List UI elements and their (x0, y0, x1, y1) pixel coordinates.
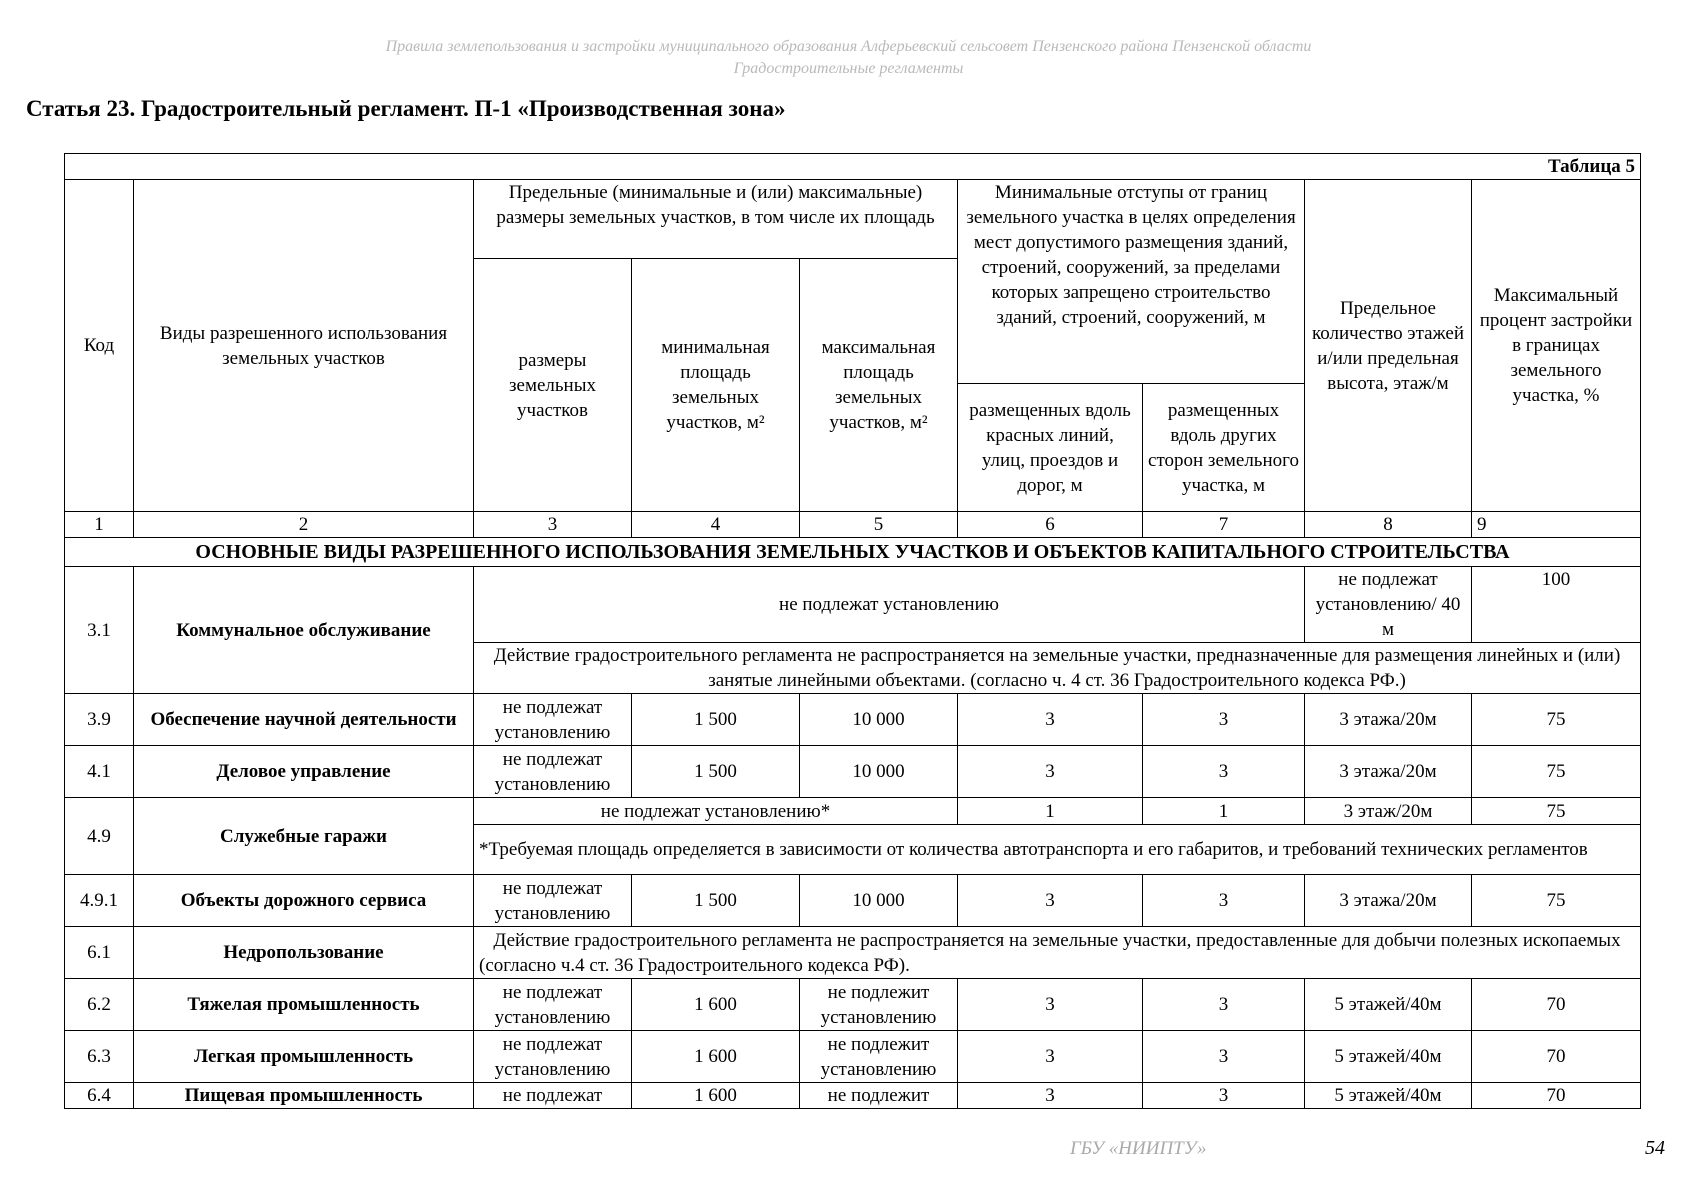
row-percent: 75 (1472, 798, 1641, 825)
row-min-area: 1 600 (632, 1031, 800, 1083)
row-setback-other: 1 (1143, 798, 1305, 825)
table-row (65, 798, 1641, 825)
row-min-area: 1 500 (632, 694, 800, 746)
header-setback-group: Минимальные отступы от границ земельного участка в целях определения мест допустимого размещения зданий, строений, сооружений, за пределами которых запрещено строительство зданий, строений, сооружений, м (958, 180, 1305, 384)
row-code: 4.1 (65, 746, 134, 798)
row-percent: 75 (1472, 694, 1641, 746)
row-name: Легкая промышленность (134, 1031, 474, 1083)
row-name: Объекты дорожного сервиса (134, 875, 474, 927)
row-name: Деловое управление (134, 746, 474, 798)
row-code: 6.2 (65, 979, 134, 1031)
row-merged-value: не подлежат установлению* (474, 798, 958, 825)
row-size: не подлежат установлению (474, 1031, 632, 1083)
row-code: 6.4 (65, 1083, 134, 1109)
row-note: Действие градостроительного регламента не распространяется на земельные участки, предназначенные для размещения линейных и (или) занятые линейными объектами. (согласно ч. 4 ст. 36 Градостроительного кодекса РФ.) (474, 643, 1641, 694)
table-row (65, 979, 1641, 1031)
header-setback-other: размещенных вдоль других сторон земельного участка, м (1143, 384, 1305, 512)
row-percent: 70 (1472, 979, 1641, 1031)
table-row (65, 875, 1641, 927)
col-number: 8 (1305, 512, 1472, 538)
row-floors: 5 этажей/40м (1305, 979, 1472, 1031)
row-max-area: не подлежит установлению (800, 979, 958, 1031)
row-size: не подлежат установлению (474, 875, 632, 927)
col-number: 3 (474, 512, 632, 538)
row-name: Тяжелая промышленность (134, 979, 474, 1031)
row-name: Обеспечение научной деятельности (134, 694, 474, 746)
row-setback-red: 3 (958, 746, 1143, 798)
row-percent: 70 (1472, 1083, 1641, 1109)
header-code: Код (65, 180, 134, 512)
col-number: 4 (632, 512, 800, 538)
col-number: 5 (800, 512, 958, 538)
row-setback-other: 3 (1143, 979, 1305, 1031)
row-code: 6.1 (65, 927, 134, 979)
col-number: 7 (1143, 512, 1305, 538)
table-row (65, 1031, 1641, 1083)
running-header-subtitle: Градостроительные регламенты (733, 60, 964, 77)
row-floors: 3 этажа/20м (1305, 875, 1472, 927)
row-setback-red: 3 (958, 694, 1143, 746)
header-size-group: Предельные (минимальные и (или) максимальные) размеры земельных участков, в том числе их площадь (474, 180, 958, 259)
table-row (65, 746, 1641, 798)
page-number: 54 (1645, 1137, 1665, 1159)
header-floors: Предельное количество этажей и/или предельная высота, этаж/м (1305, 180, 1472, 512)
section-title: ОСНОВНЫЕ ВИДЫ РАЗРЕШЕННОГО ИСПОЛЬЗОВАНИЯ ЗЕМЕЛЬНЫХ УЧАСТКОВ И ОБЪЕКТОВ КАПИТАЛЬНОГО СТРОИТЕЛЬСТВА (65, 538, 1641, 567)
row-note: *Требуемая площадь определяется в зависимости от количества автотранспорта и его габаритов, и требований технических регламентов (474, 825, 1641, 875)
row-setback-red: 3 (958, 1031, 1143, 1083)
row-name: Служебные гаражи (134, 798, 474, 875)
row-floors: 3 этажа/20м (1305, 746, 1472, 798)
article-title: Статья 23. Градостроительный регламент. П-1 «Производственная зона» (26, 96, 786, 121)
row-max-area: не подлежит (800, 1083, 958, 1109)
row-min-area: 1 600 (632, 1083, 800, 1109)
row-code: 4.9 (65, 798, 134, 875)
table-row (65, 694, 1641, 746)
row-percent: 75 (1472, 875, 1641, 927)
row-setback-other: 3 (1143, 1031, 1305, 1083)
row-code: 6.3 (65, 1031, 134, 1083)
table-row (65, 927, 1641, 979)
row-code: 3.9 (65, 694, 134, 746)
row-max-area: не подлежит установлению (800, 1031, 958, 1083)
col-number: 6 (958, 512, 1143, 538)
table-caption: Таблица 5 (65, 154, 1641, 180)
table-row (65, 567, 1641, 643)
row-size: не подлежат установлению (474, 979, 632, 1031)
row-setback-red: 3 (958, 875, 1143, 927)
row-setback-other: 3 (1143, 875, 1305, 927)
col-number: 9 (1472, 512, 1641, 538)
row-merged-value: не подлежат установлению (474, 567, 1305, 643)
row-code: 3.1 (65, 567, 134, 694)
row-note: Действие градостроительного регламента не распространяется на земельные участки, предоставленные для добычи полезных ископаемых (согласно ч.4 ст. 36 Градостроительного кодекса РФ). (474, 927, 1641, 979)
col-number: 2 (134, 512, 474, 538)
row-setback-red: 1 (958, 798, 1143, 825)
row-code: 4.9.1 (65, 875, 134, 927)
row-max-area: 10 000 (800, 875, 958, 927)
col-number: 1 (65, 512, 134, 538)
row-name: Коммунальное обслуживание (134, 567, 474, 694)
header-max-area: максимальная площадь земельных участков, м² (800, 259, 958, 512)
row-floors: 3 этажа/20м (1305, 694, 1472, 746)
row-floors: не подлежат установлению/ 40 м (1305, 567, 1472, 643)
header-setback-red: размещенных вдоль красных линий, улиц, проездов и дорог, м (958, 384, 1143, 512)
header-min-area: минимальная площадь земельных участков, м² (632, 259, 800, 512)
row-name: Недропользование (134, 927, 474, 979)
row-floors: 5 этажей/40м (1305, 1083, 1472, 1109)
row-min-area: 1 500 (632, 746, 800, 798)
row-percent: 75 (1472, 746, 1641, 798)
row-size: не подлежат установлению (474, 694, 632, 746)
footer-organization: ГБУ «НИИПТУ» (1070, 1138, 1207, 1159)
row-setback-other: 3 (1143, 1083, 1305, 1109)
column-numbers-row (65, 512, 1641, 538)
row-percent: 100 (1472, 567, 1641, 643)
row-min-area: 1 500 (632, 875, 800, 927)
row-max-area: 10 000 (800, 746, 958, 798)
header-percent: Максимальный процент застройки в границах земельного участка, % (1472, 180, 1641, 512)
row-setback-red: 3 (958, 979, 1143, 1031)
header-size: размеры земельных участков (474, 259, 632, 512)
row-min-area: 1 600 (632, 979, 800, 1031)
regulation-table (64, 153, 1641, 1109)
row-floors: 5 этажей/40м (1305, 1031, 1472, 1083)
row-setback-other: 3 (1143, 694, 1305, 746)
row-max-area: 10 000 (800, 694, 958, 746)
row-floors: 3 этаж/20м (1305, 798, 1472, 825)
header-use: Виды разрешенного использования земельных участков (134, 180, 474, 512)
row-size: не подлежат (474, 1083, 632, 1109)
running-header-title: Правила землепользования и застройки муниципального образования Алферьевский сельсовет Пензенского района Пензенской области (385, 38, 1312, 55)
table-row (65, 1083, 1641, 1109)
row-setback-other: 3 (1143, 746, 1305, 798)
row-percent: 70 (1472, 1031, 1641, 1083)
row-size: не подлежат установлению (474, 746, 632, 798)
row-name: Пищевая промышленность (134, 1083, 474, 1109)
row-setback-red: 3 (958, 1083, 1143, 1109)
